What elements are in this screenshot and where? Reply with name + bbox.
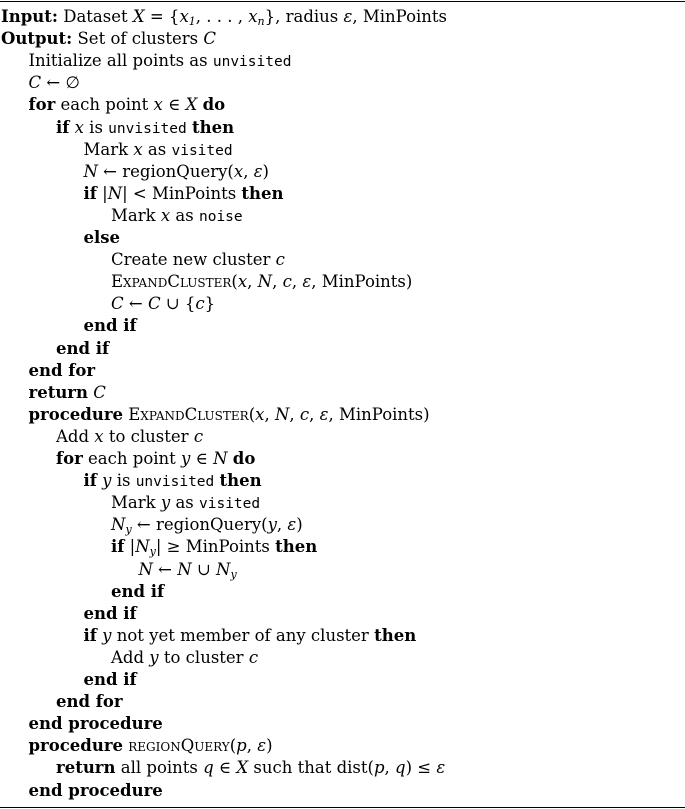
line-token: then <box>219 471 262 491</box>
line-token: ) <box>262 161 269 181</box>
line-token: to cluster <box>158 647 249 667</box>
algorithm-line <box>111 581 164 603</box>
line-token: regionQuery <box>128 736 230 756</box>
line-token: N <box>135 537 150 557</box>
line-token: y <box>125 523 132 537</box>
line-token: x <box>160 205 171 225</box>
line-token: ( <box>231 272 238 292</box>
bottom-rule <box>0 807 685 808</box>
algorithm-line <box>111 293 215 315</box>
algorithm-line <box>56 691 123 713</box>
line-token: c <box>248 647 259 667</box>
line-token: end procedure <box>28 780 163 800</box>
line-token: , <box>309 404 320 424</box>
line-token: for <box>56 449 83 468</box>
line-token: for <box>28 95 56 115</box>
line-token: ε <box>253 161 263 181</box>
line-token: ε <box>257 736 267 756</box>
line-token: ) ≤ <box>405 758 437 778</box>
algorithm-line <box>111 271 412 293</box>
line-token: x <box>133 139 143 159</box>
algorithm-line <box>29 780 163 802</box>
line-token: | <box>124 537 136 557</box>
line-token: ε <box>287 515 297 535</box>
line-token: end if <box>83 670 137 689</box>
line-token: is <box>111 471 136 491</box>
algorithm-line <box>29 404 430 426</box>
line-token: q <box>395 758 406 778</box>
algorithm-line <box>84 603 137 625</box>
line-token: ε <box>302 272 312 292</box>
line-token: do <box>202 95 226 115</box>
line-token: Initialize all points as <box>28 51 213 71</box>
line-token: N <box>111 515 126 535</box>
line-token: ) <box>266 736 273 756</box>
line-token: C <box>93 382 106 402</box>
line-token: ( <box>229 736 237 756</box>
line-token: ← <box>123 294 148 314</box>
line-token: N <box>257 272 273 292</box>
line-token: if <box>83 471 97 491</box>
algorithm-line <box>56 448 255 470</box>
line-token: ← <box>152 559 178 579</box>
line-token: Input: <box>1 7 58 26</box>
line-token: x <box>237 272 248 292</box>
line-token: as <box>142 139 172 159</box>
line-token: Mark <box>111 205 161 225</box>
line-token: N <box>274 404 290 424</box>
line-token: n <box>257 15 265 28</box>
line-token: , <box>264 404 275 424</box>
algorithm-line <box>1 6 447 28</box>
line-token: Add <box>56 426 95 446</box>
algorithm-line <box>56 426 203 448</box>
line-token: visited <box>199 496 261 513</box>
line-token: ∪ <box>191 559 217 579</box>
line-token: ε <box>343 7 353 26</box>
line-token: then <box>374 625 417 645</box>
line-token: x <box>179 7 189 26</box>
algorithm-line <box>29 360 96 382</box>
line-token: such that dist( <box>248 758 374 778</box>
line-token: procedure <box>28 404 124 424</box>
line-token: to cluster <box>103 426 194 446</box>
algorithm-line <box>84 139 233 161</box>
line-token: y <box>102 471 112 491</box>
line-token: N <box>177 559 192 579</box>
line-token: x <box>74 117 84 137</box>
line-token: if <box>83 183 97 203</box>
line-token: c <box>275 250 285 270</box>
line-token: , <box>291 272 303 292</box>
line-token: C <box>203 29 216 49</box>
line-token: N <box>216 559 231 579</box>
algorithm-line <box>29 72 80 94</box>
line-token: ← regionQuery( <box>97 161 234 181</box>
line-token: p <box>236 736 247 756</box>
line-token: N <box>138 559 153 579</box>
line-token: Output: <box>1 29 73 49</box>
line-token: if <box>83 625 97 645</box>
algorithm-line <box>111 536 317 558</box>
line-token: c <box>195 294 205 314</box>
line-token: X <box>132 7 145 26</box>
algorithm-line <box>29 382 106 404</box>
line-token: y <box>149 647 159 667</box>
line-token: }, radius <box>264 7 344 26</box>
line-token: as <box>170 493 199 513</box>
line-token: ← ∅ <box>41 73 80 93</box>
algorithm-line <box>56 117 234 139</box>
line-token: Add <box>111 647 150 667</box>
line-token: end if <box>83 603 137 623</box>
algorithm-line <box>29 94 226 116</box>
line-token: , <box>246 736 258 756</box>
line-token: | <box>96 183 108 203</box>
line-token: return <box>56 758 116 778</box>
line-token: end procedure <box>28 714 163 734</box>
line-token: end for <box>28 360 96 380</box>
line-token: x <box>153 95 163 115</box>
line-token: p <box>373 758 385 778</box>
line-token: | < MinPoints <box>122 183 242 203</box>
algorithm-line <box>29 50 292 72</box>
line-token: , . . . , <box>195 7 249 26</box>
line-token: y <box>149 545 156 559</box>
line-token: else <box>83 228 121 247</box>
line-token: ∈ <box>213 758 237 778</box>
line-token: ( <box>248 404 256 424</box>
line-token: y <box>181 449 191 468</box>
algorithm-line <box>84 183 284 205</box>
line-token: , MinPoints <box>352 7 448 26</box>
line-token: then <box>192 117 235 137</box>
line-token: all points <box>115 758 204 778</box>
line-token: ∈ <box>190 449 214 468</box>
line-token: ExpandCluster <box>128 404 249 424</box>
line-token: C <box>28 73 42 93</box>
line-token: ∈ <box>162 95 186 115</box>
line-token: y <box>230 567 237 581</box>
line-token: Mark <box>83 139 134 159</box>
line-token: do <box>232 449 256 468</box>
line-token: each point <box>82 449 182 468</box>
line-token: x <box>233 161 244 181</box>
line-token: if <box>56 117 70 137</box>
line-token: , MinPoints) <box>328 404 430 424</box>
line-token: Mark <box>111 493 161 513</box>
line-token: X <box>236 758 249 778</box>
algorithm-line <box>84 470 262 492</box>
line-token: c <box>282 272 292 292</box>
line-token: each point <box>55 95 154 115</box>
line-token: Dataset <box>57 7 133 26</box>
line-token: , <box>247 272 258 292</box>
algorithm-line <box>29 713 163 735</box>
line-token: , <box>289 404 300 424</box>
line-token: y <box>160 493 171 513</box>
algorithm-line <box>1 28 216 50</box>
line-token: as <box>170 205 199 225</box>
line-token: if <box>111 537 125 557</box>
line-token: X <box>185 95 198 115</box>
line-token: noise <box>198 208 243 225</box>
algorithm-line <box>84 669 137 691</box>
line-token: unvisited <box>135 474 215 491</box>
line-token: unvisited <box>212 54 292 71</box>
line-token: not yet member of any cluster <box>111 625 375 645</box>
algorithm-line <box>29 735 273 757</box>
line-token: 1 <box>188 15 196 28</box>
line-token: C <box>147 294 161 314</box>
algorithm-line <box>111 205 243 227</box>
line-token: return <box>28 382 88 402</box>
line-token: then <box>275 537 318 557</box>
algorithm-line <box>56 757 445 779</box>
line-token: c <box>299 404 310 424</box>
line-token: end for <box>56 692 123 712</box>
line-token: end if <box>83 316 137 336</box>
line-token: y <box>102 625 112 645</box>
line-token: N <box>83 161 98 181</box>
line-token: ∪ { <box>160 294 196 314</box>
line-token: y <box>267 515 277 535</box>
line-token: N <box>213 449 228 468</box>
line-token: x <box>94 426 104 446</box>
line-token: q <box>203 758 214 778</box>
line-token: Create new cluster <box>111 250 276 270</box>
algorithm-line <box>56 338 109 360</box>
line-token: unvisited <box>108 120 187 137</box>
algorithm-line <box>111 647 258 669</box>
line-token: C <box>111 294 124 314</box>
line-token: = { <box>144 7 180 26</box>
algorithm-line <box>111 492 260 514</box>
line-token: ε <box>436 758 446 778</box>
line-token: is <box>83 117 109 137</box>
line-token: , MinPoints) <box>311 272 413 292</box>
line-token: end if <box>56 338 110 358</box>
algorithm-line <box>84 625 417 647</box>
line-token: ) <box>296 515 303 535</box>
line-token: c <box>193 426 204 446</box>
line-token: end if <box>111 581 165 601</box>
top-rule <box>0 1 685 2</box>
line-token: x <box>248 7 258 26</box>
line-token: ExpandCluster <box>111 272 232 292</box>
algorithm-line <box>139 559 237 581</box>
line-token: procedure <box>28 736 124 756</box>
line-token: Set of clusters <box>72 29 204 49</box>
line-token: N <box>107 183 123 203</box>
line-token: ← regionQuery( <box>131 515 268 535</box>
line-token: then <box>241 183 284 203</box>
line-token: visited <box>171 142 233 159</box>
line-token: , <box>384 758 396 778</box>
algorithm-line <box>111 514 303 536</box>
algorithm-line <box>111 249 285 271</box>
line-token: , <box>272 272 283 292</box>
line-token: } <box>204 294 216 314</box>
line-token: x <box>255 404 265 424</box>
line-token: , <box>276 515 288 535</box>
line-token: , <box>243 161 254 181</box>
algorithm-line <box>84 227 121 249</box>
line-token: ε <box>319 404 329 424</box>
line-token: | ≥ MinPoints <box>155 537 276 557</box>
algorithm-line <box>84 315 137 337</box>
algorithm-line <box>84 161 269 183</box>
